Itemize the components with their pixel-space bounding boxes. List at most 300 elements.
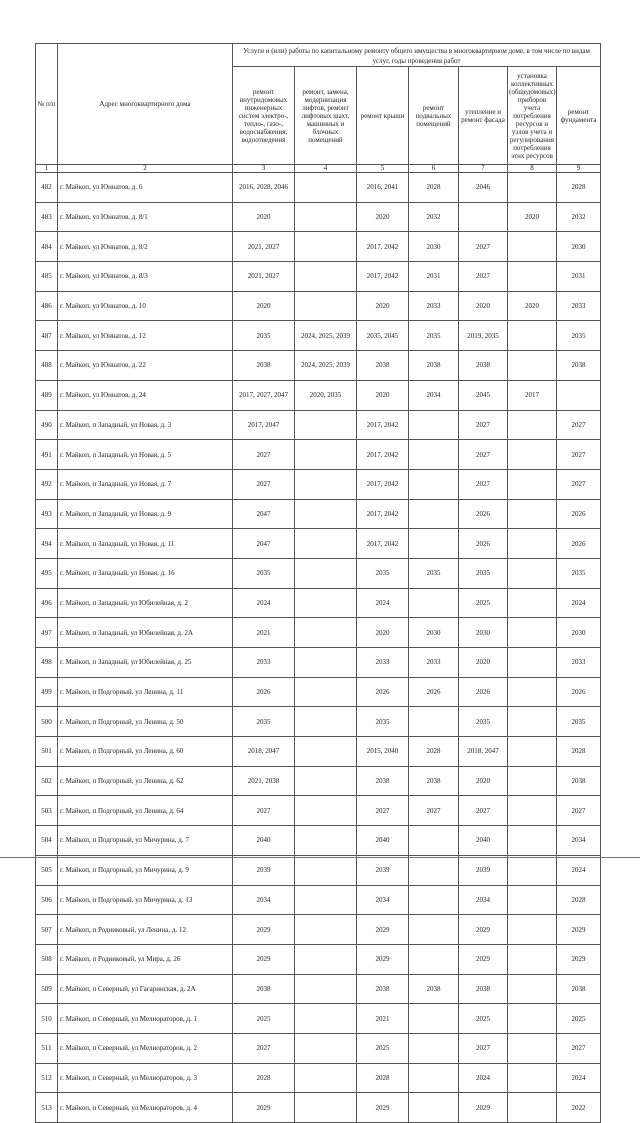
table-row [36,766,601,796]
elevators-cell [295,618,357,648]
table-row [36,588,601,618]
column-number: 5 [357,165,409,173]
elevators-cell [295,410,357,440]
column-number: 4 [295,165,357,173]
basement-cell: 2038 [409,351,459,381]
address-cell: г. Майкоп, п Подгорный, ул Ленина, д. 50 [58,707,233,737]
roof-cell: 2020 [357,380,409,410]
repair-schedule-table [35,43,601,1123]
foundation-cell: 2027 [557,469,601,499]
basement-cell: 2028 [409,737,459,767]
basement-cell [409,707,459,737]
facade-cell: 2018, 2047 [459,737,508,767]
header-basement: ремонт подвальных помещений [409,67,459,165]
metering-cell [508,737,557,767]
elevators-cell [295,499,357,529]
row-number: 488 [36,351,58,381]
metering-cell [508,796,557,826]
elevators-cell [295,262,357,292]
roof-cell: 2040 [357,826,409,856]
foundation-cell: 2035 [557,707,601,737]
elevators-cell [295,1063,357,1093]
elevators-cell [295,826,357,856]
metering-cell [508,440,557,470]
metering-cell [508,826,557,856]
foundation-cell: 2024 [557,588,601,618]
roof-cell: 2026 [357,677,409,707]
header-facade: утепление и ремонт фасада [459,67,508,165]
basement-cell: 2031 [409,262,459,292]
facade-cell: 2027 [459,469,508,499]
foundation-cell: 2029 [557,915,601,945]
facade-cell: 2025 [459,1004,508,1034]
roof-cell: 2020 [357,618,409,648]
foundation-cell: 2030 [557,232,601,262]
roof-cell: 2020 [357,202,409,232]
facade-cell: 2035 [459,707,508,737]
capital-repair-schedule-sheet [35,43,601,1123]
basement-cell: 2027 [409,796,459,826]
metering-cell [508,1063,557,1093]
facade-cell: 2020 [459,766,508,796]
metering-cell [508,351,557,381]
foundation-cell: 2031 [557,262,601,292]
elevators-cell: 2024, 2025, 2039 [295,321,357,351]
header-services-group: Услуги и (или) работы по капитальному ремонту общего имущества в многоквартирном доме, в том числе по видам услуг, годы проведения работ [233,44,601,67]
facade-cell: 2027 [459,1033,508,1063]
foundation-cell: 2024 [557,855,601,885]
basement-cell [409,529,459,559]
roof-cell: 2034 [357,885,409,915]
column-number: 9 [557,165,601,173]
address-cell: г. Майкоп, п Подгорный, ул Ленина, д. 62 [58,766,233,796]
table-row [36,944,601,974]
engineering-systems-cell: 2021 [233,618,295,648]
engineering-systems-cell: 2033 [233,648,295,678]
metering-cell: 2020 [508,291,557,321]
roof-cell: 2020 [357,291,409,321]
metering-cell [508,885,557,915]
foundation-cell: 2027 [557,410,601,440]
engineering-systems-cell: 2035 [233,558,295,588]
address-cell: г. Майкоп, ул Юннатов, д. 8/1 [58,202,233,232]
roof-cell: 2029 [357,915,409,945]
table-row [36,232,601,262]
engineering-systems-cell: 2028 [233,1063,295,1093]
table-row [36,1033,601,1063]
row-number: 489 [36,380,58,410]
table-row [36,499,601,529]
metering-cell [508,915,557,945]
address-cell: г. Майкоп, ул Юннатов, д. 6 [58,173,233,203]
facade-cell: 2029 [459,944,508,974]
basement-cell [409,1004,459,1034]
address-cell: г. Майкоп, п Подгорный, ул Мичурина, д. 7 [58,826,233,856]
row-number: 506 [36,885,58,915]
engineering-systems-cell: 2027 [233,440,295,470]
header-roof: ремонт крыши [357,67,409,165]
metering-cell [508,855,557,885]
engineering-systems-cell: 2021, 2027 [233,232,295,262]
row-number: 498 [36,648,58,678]
table-row [36,202,601,232]
address-cell: г. Майкоп, ул Юннатов, д. 22 [58,351,233,381]
foundation-cell: 2024 [557,1063,601,1093]
basement-cell [409,1093,459,1123]
facade-cell: 2038 [459,351,508,381]
roof-cell: 2029 [357,1093,409,1123]
column-number: 3 [233,165,295,173]
address-cell: г. Майкоп, п Западный, ул Новая, д. 9 [58,499,233,529]
elevators-cell [295,1033,357,1063]
row-number: 499 [36,677,58,707]
facade-cell: 2027 [459,796,508,826]
engineering-systems-cell: 2021, 2027 [233,262,295,292]
table-row [36,826,601,856]
row-number: 496 [36,588,58,618]
metering-cell: 2020 [508,202,557,232]
engineering-systems-cell: 2027 [233,469,295,499]
metering-cell [508,232,557,262]
elevators-cell [295,915,357,945]
table-row [36,291,601,321]
facade-cell: 2024 [459,1063,508,1093]
elevators-cell [295,648,357,678]
basement-cell: 2028 [409,173,459,203]
foundation-cell: 2035 [557,321,601,351]
elevators-cell [295,173,357,203]
engineering-systems-cell: 2026 [233,677,295,707]
table-row [36,855,601,885]
basement-cell [409,1033,459,1063]
foundation-cell: 2027 [557,440,601,470]
table-row [36,558,601,588]
row-number: 505 [36,855,58,885]
roof-cell: 2027 [357,796,409,826]
foundation-cell: 2027 [557,1033,601,1063]
engineering-systems-cell: 2035 [233,321,295,351]
basement-cell [409,915,459,945]
table-row [36,1004,601,1034]
roof-cell: 2038 [357,766,409,796]
foundation-cell: 2038 [557,974,601,1004]
facade-cell: 2026 [459,499,508,529]
row-number: 492 [36,469,58,499]
table-row [36,410,601,440]
address-cell: г. Майкоп, п Западный, ул Новая, д. 5 [58,440,233,470]
table-row [36,707,601,737]
elevators-cell: 2020, 2035 [295,380,357,410]
address-cell: г. Майкоп, п Подгорный, ул Мичурина, д. 13 [58,885,233,915]
header-foundation: ремонт фундамента [557,67,601,165]
facade-cell: 2040 [459,826,508,856]
row-number: 501 [36,737,58,767]
column-number: 2 [58,165,233,173]
elevators-cell [295,974,357,1004]
engineering-systems-cell: 2024 [233,588,295,618]
row-number: 502 [36,766,58,796]
engineering-systems-cell: 2017, 2047 [233,410,295,440]
address-cell: г. Майкоп, ул Юннатов, д. 10 [58,291,233,321]
header-engineering-systems: ремонт внутридомовых инженерных систем электро-, тепло-, газо-, водоснабжения, водоотведения [233,67,295,165]
metering-cell: 2017 [508,380,557,410]
row-number: 487 [36,321,58,351]
header-row-number: № п/п [36,44,58,165]
engineering-systems-cell: 2020 [233,202,295,232]
elevators-cell [295,291,357,321]
elevators-cell [295,796,357,826]
facade-cell: 2046 [459,173,508,203]
header-address: Адрес многоквартирного дома [58,44,233,165]
scan-edge-line [0,857,640,858]
basement-cell [409,855,459,885]
engineering-systems-cell: 2035 [233,707,295,737]
address-cell: г. Майкоп, ул Юннатов, д. 8/2 [58,232,233,262]
row-number: 500 [36,707,58,737]
address-cell: г. Майкоп, п Подгорный, ул Мичурина, д. 9 [58,855,233,885]
basement-cell [409,469,459,499]
engineering-systems-cell: 2029 [233,944,295,974]
row-number: 490 [36,410,58,440]
table-row [36,1093,601,1123]
address-cell: г. Майкоп, п Западный, ул Новая, д. 11 [58,529,233,559]
foundation-cell: 2026 [557,529,601,559]
column-number: 7 [459,165,508,173]
basement-cell [409,944,459,974]
basement-cell: 2035 [409,321,459,351]
engineering-systems-cell: 2029 [233,1093,295,1123]
facade-cell: 2020 [459,291,508,321]
roof-cell: 2017, 2042 [357,262,409,292]
foundation-cell: 2028 [557,173,601,203]
row-number: 497 [36,618,58,648]
metering-cell [508,469,557,499]
header-elevators: ремонт, замена, модернизация лифтов, ремонт лифтовых шахт, машинных и блочных помещений [295,67,357,165]
roof-cell: 2017, 2042 [357,469,409,499]
basement-cell: 2035 [409,558,459,588]
roof-cell: 2017, 2042 [357,232,409,262]
facade-cell: 2026 [459,677,508,707]
elevators-cell [295,1004,357,1034]
metering-cell [508,1004,557,1034]
row-number: 513 [36,1093,58,1123]
roof-cell: 2035 [357,707,409,737]
table-row [36,974,601,1004]
address-cell: г. Майкоп, п Западный, ул Юбилейная, д. 2А [58,618,233,648]
elevators-cell [295,707,357,737]
row-number: 491 [36,440,58,470]
column-number: 6 [409,165,459,173]
foundation-cell: 2027 [557,796,601,826]
row-number: 508 [36,944,58,974]
facade-cell: 2029 [459,915,508,945]
foundation-cell: 2033 [557,648,601,678]
address-cell: г. Майкоп, п Северный, ул Мелиораторов, д. 3 [58,1063,233,1093]
roof-cell: 2017, 2042 [357,440,409,470]
basement-cell [409,440,459,470]
basement-cell: 2034 [409,380,459,410]
foundation-cell: 2035 [557,558,601,588]
engineering-systems-cell: 2027 [233,796,295,826]
address-cell: г. Майкоп, п Северный, ул Мелиораторов, д. 1 [58,1004,233,1034]
foundation-cell: 2032 [557,202,601,232]
basement-cell: 2033 [409,648,459,678]
foundation-cell: 2034 [557,826,601,856]
elevators-cell [295,558,357,588]
basement-cell: 2030 [409,618,459,648]
table-body [36,173,601,1123]
basement-cell [409,1063,459,1093]
foundation-cell: 2028 [557,885,601,915]
roof-cell: 2033 [357,648,409,678]
row-number: 503 [36,796,58,826]
row-number: 510 [36,1004,58,1034]
address-cell: г. Майкоп, п Западный, ул Юбилейная, д. 2 [58,588,233,618]
table-row [36,469,601,499]
row-number: 495 [36,558,58,588]
address-cell: г. Майкоп, п Родниковый, ул Ленина, д. 12 [58,915,233,945]
foundation-cell: 2038 [557,351,601,381]
row-number: 509 [36,974,58,1004]
metering-cell [508,529,557,559]
foundation-cell: 2022 [557,1093,601,1123]
facade-cell: 2027 [459,440,508,470]
foundation-cell: 2030 [557,618,601,648]
address-cell: г. Майкоп, п Западный, ул Юбилейная, д. 25 [58,648,233,678]
metering-cell [508,974,557,1004]
facade-cell: 2039 [459,855,508,885]
roof-cell: 2025 [357,1033,409,1063]
facade-cell: 2045 [459,380,508,410]
address-cell: г. Майкоп, п Северный, ул Мелиораторов, д. 2 [58,1033,233,1063]
engineering-systems-cell: 2040 [233,826,295,856]
metering-cell [508,618,557,648]
table-row [36,737,601,767]
metering-cell [508,588,557,618]
elevators-cell [295,737,357,767]
engineering-systems-cell: 2018, 2047 [233,737,295,767]
facade-cell: 2025 [459,588,508,618]
metering-cell [508,944,557,974]
roof-cell: 2038 [357,351,409,381]
address-cell: г. Майкоп, п Подгорный, ул Ленина, д. 60 [58,737,233,767]
elevators-cell [295,469,357,499]
table-row [36,173,601,203]
table-row [36,1063,601,1093]
column-number: 8 [508,165,557,173]
row-number: 484 [36,232,58,262]
table-row [36,648,601,678]
table-row [36,321,601,351]
table-row [36,529,601,559]
basement-cell [409,588,459,618]
address-cell: г. Майкоп, п Северный, ул Мелиораторов, д. 4 [58,1093,233,1123]
row-number: 486 [36,291,58,321]
engineering-systems-cell: 2029 [233,915,295,945]
engineering-systems-cell: 2038 [233,974,295,1004]
basement-cell: 2032 [409,202,459,232]
metering-cell [508,707,557,737]
foundation-cell: 2026 [557,499,601,529]
row-number: 494 [36,529,58,559]
elevators-cell [295,232,357,262]
elevators-cell [295,529,357,559]
basement-cell [409,499,459,529]
column-number-row [36,165,601,173]
table-row [36,885,601,915]
table-row [36,351,601,381]
metering-cell [508,410,557,440]
address-cell: г. Майкоп, п Западный, ул Новая, д. 3 [58,410,233,440]
elevators-cell [295,766,357,796]
facade-cell: 2027 [459,410,508,440]
foundation-cell: 2038 [557,766,601,796]
address-cell: г. Майкоп, ул Юннатов, д. 12 [58,321,233,351]
row-number: 511 [36,1033,58,1063]
foundation-cell: 2025 [557,1004,601,1034]
metering-cell [508,1093,557,1123]
metering-cell [508,558,557,588]
elevators-cell: 2024, 2025, 2039 [295,351,357,381]
elevators-cell [295,885,357,915]
roof-cell: 2038 [357,974,409,1004]
facade-cell [459,202,508,232]
roof-cell: 2016, 2041 [357,173,409,203]
foundation-cell: 2028 [557,737,601,767]
basement-cell [409,885,459,915]
roof-cell: 2024 [357,588,409,618]
foundation-cell: 2029 [557,944,601,974]
table-row [36,618,601,648]
engineering-systems-cell: 2027 [233,1033,295,1063]
facade-cell: 2034 [459,885,508,915]
table-row [36,262,601,292]
facade-cell: 2038 [459,974,508,1004]
engineering-systems-cell: 2038 [233,351,295,381]
roof-cell: 2029 [357,944,409,974]
foundation-cell: 2033 [557,291,601,321]
table-row [36,440,601,470]
engineering-systems-cell: 2047 [233,529,295,559]
facade-cell: 2030 [459,618,508,648]
address-cell: г. Майкоп, ул Юннатов, д. 8/3 [58,262,233,292]
address-cell: г. Майкоп, п Подгорный, ул Ленина, д. 64 [58,796,233,826]
basement-cell: 2030 [409,232,459,262]
elevators-cell [295,855,357,885]
row-number: 504 [36,826,58,856]
roof-cell: 2028 [357,1063,409,1093]
address-cell: г. Майкоп, п Подгорный, ул Ленина, д. 11 [58,677,233,707]
roof-cell: 2039 [357,855,409,885]
engineering-systems-cell: 2039 [233,855,295,885]
row-number: 485 [36,262,58,292]
roof-cell: 2015, 2040 [357,737,409,767]
facade-cell: 2026 [459,529,508,559]
elevators-cell [295,1093,357,1123]
metering-cell [508,321,557,351]
facade-cell: 2029 [459,1093,508,1123]
basement-cell [409,826,459,856]
basement-cell: 2033 [409,291,459,321]
facade-cell: 2027 [459,232,508,262]
metering-cell [508,499,557,529]
roof-cell: 2017, 2042 [357,410,409,440]
roof-cell: 2035, 2045 [357,321,409,351]
row-number: 493 [36,499,58,529]
table-row [36,380,601,410]
foundation-cell: 2026 [557,677,601,707]
facade-cell: 2035 [459,558,508,588]
